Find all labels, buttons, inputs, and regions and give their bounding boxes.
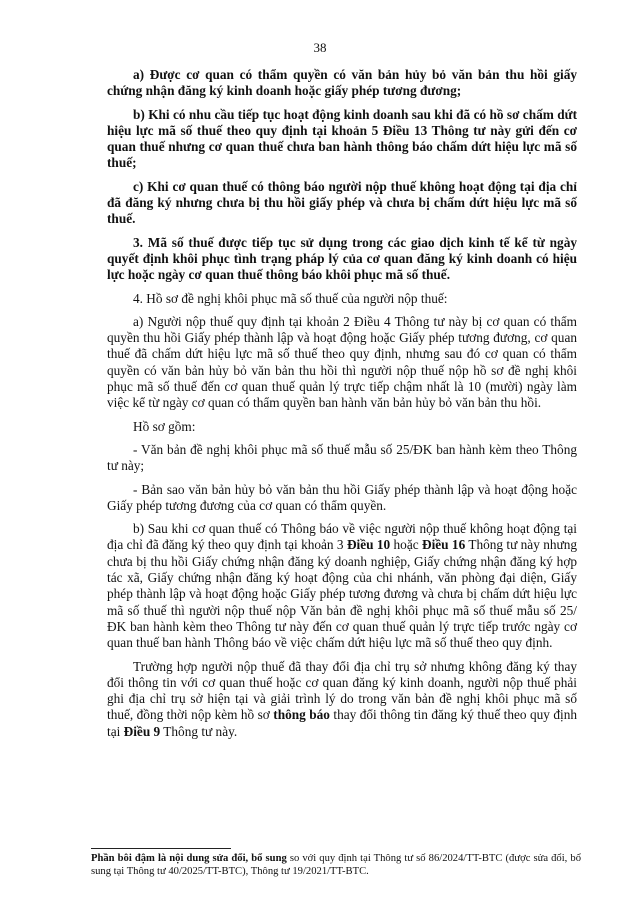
footnote-text: so với quy định tại Thông tư số 86/2024/TT-BTC (được sửa đổi, bổ sung tại Thông tư 40/2025/TT-BTC), Thông tư 19/2021/TT-BTC. [91,853,582,877]
paragraph-b4-bold-2: Điều 16 [421,537,466,553]
paragraph-b4 [107,521,577,651]
dossier-item-1: - Văn bản đề nghị khôi phục mã số thuế mẫu số 25/ĐK ban hành kèm theo Thông tư này; [107,441,577,474]
paragraph-a1: a) Được cơ quan có thẩm quyền có văn bản hủy bỏ văn bản thu hồi giấy chứng nhận đăng ký kinh doanh hoặc giấy phép tương đương; [107,67,577,99]
footnote [91,852,581,878]
paragraph-case-text-2: thay đổi thông tin đăng ký thuế theo quy định tại [107,707,578,739]
footnote-bold: Phần bôi đậm là nội dung sửa đổi, bổ sung [91,853,287,864]
paragraph-b4-text-2: hoặc [390,537,422,553]
paragraph-case-bold-2: Điều 9 [123,723,161,739]
footnote-divider [91,848,231,849]
page-number: 38 [313,40,327,55]
paragraph-c1: c) Khi cơ quan thuế có thông báo người nộp thuế không hoạt động tại địa chỉ đã đăng ký nhưng chưa bị thu hồi giấy phép và chưa bị chấm dứt hiệu lực mã số thuế. [107,178,577,227]
paragraph-b1: b) Khi có nhu cầu tiếp tục hoạt động kinh doanh sau khi đã có hồ sơ chấm dứt hiệu lực mã số thuế theo quy định tại khoản 5 Điều 13 Thông tư này gửi đến cơ quan thuế nhưng cơ quan thuế chưa ban hành thông báo chấm dứt hiệu lực mã số thuế; [107,106,577,171]
dossier-heading: Hồ sơ gồm: [133,418,196,434]
clause-3: 3. Mã số thuế được tiếp tục sử dụng trong các giao dịch kinh tế kể từ ngày quyết định khôi phục tình trạng pháp lý của cơ quan đăng ký kinh doanh có hiệu lực hoặc ngày cơ quan thuế thông báo khôi phục mã số thuế. [107,234,577,283]
paragraph-case-text-3: Thông tư này. [160,723,238,739]
paragraph-case-bold-1: thông báo [273,707,330,723]
clause-4: 4. Hồ sơ đề nghị khôi phục mã số thuế của người nộp thuế: [133,290,448,306]
paragraph-a4: a) Người nộp thuế quy định tại khoản 2 Điều 4 Thông tư này bị cơ quan có thẩm quyền thu hồi Giấy phép thành lập và hoạt động hoặc Giấy phép tương đương, cơ quan thuế đã chấm dứt hiệu lực mã số thuế theo quy định, nhưng sau đó cơ quan có thẩm quyền có văn bản hủy bỏ văn bản thu hồi thì người nộp thuế nộp hồ sơ đề nghị khôi phục mã số thuế đến cơ quan thuế quản lý trực tiếp chậm nhất là 10 (mười) ngày làm việc kể từ ngày cơ quan có thẩm quyền ban hành văn bản hủy bỏ văn bản thu hồi. [107,313,577,411]
paragraph-b4-text-3: Thông tư này nhưng chưa bị thu hồi Giấy chứng nhận đăng ký doanh nghiệp, Giấy chứng nhận đăng ký hợp tác xã, Giấy chứng nhận đăng ký hoạt động của chi nhánh, văn phòng đại diện, Giấy phép thành lập và hoạt động hoặc Giấy phép tương đương và chưa bị chấm dứt hiệu lực mã số thuế thì người nộp thuế nộp Văn bản đề nghị khôi phục mã số thuế mẫu số 25/ĐK ban hành kèm theo Thông tư này đến cơ quan thuế quản lý trực tiếp trước ngày cơ quan thuế ban hành Thông báo về việc chấm dứt hiệu lực mã số thuế theo quy định. [107,537,578,651]
paragraph-b4-text-1: b) Sau khi cơ quan thuế có Thông báo về việc người nộp thuế không hoạt động tại địa chỉ đã đăng ký theo quy định tại khoản 3 [107,521,577,553]
paragraph-case-text-1: Trường hợp người nộp thuế đã thay đổi địa chỉ trụ sở nhưng không đăng ký thay đổi thông tin với cơ quan thuế hoặc cơ quan đăng ký kinh doanh, người nộp thuế phải ghi địa chỉ trụ sở hiện tại và giải trình lý do trong văn bản đề nghị khôi phục mã số thuế, đồng thời nộp kèm hồ sơ [107,658,577,723]
document-body [107,67,577,747]
paragraph-case [107,659,577,740]
dossier-item-2: - Bản sao văn bản hủy bỏ văn bản thu hồi Giấy phép thành lập và hoạt động hoặc Giấy phép tương đương của cơ quan có thẩm quyền. [107,481,577,513]
paragraph-b4-bold-1: Điều 10 [346,537,391,553]
